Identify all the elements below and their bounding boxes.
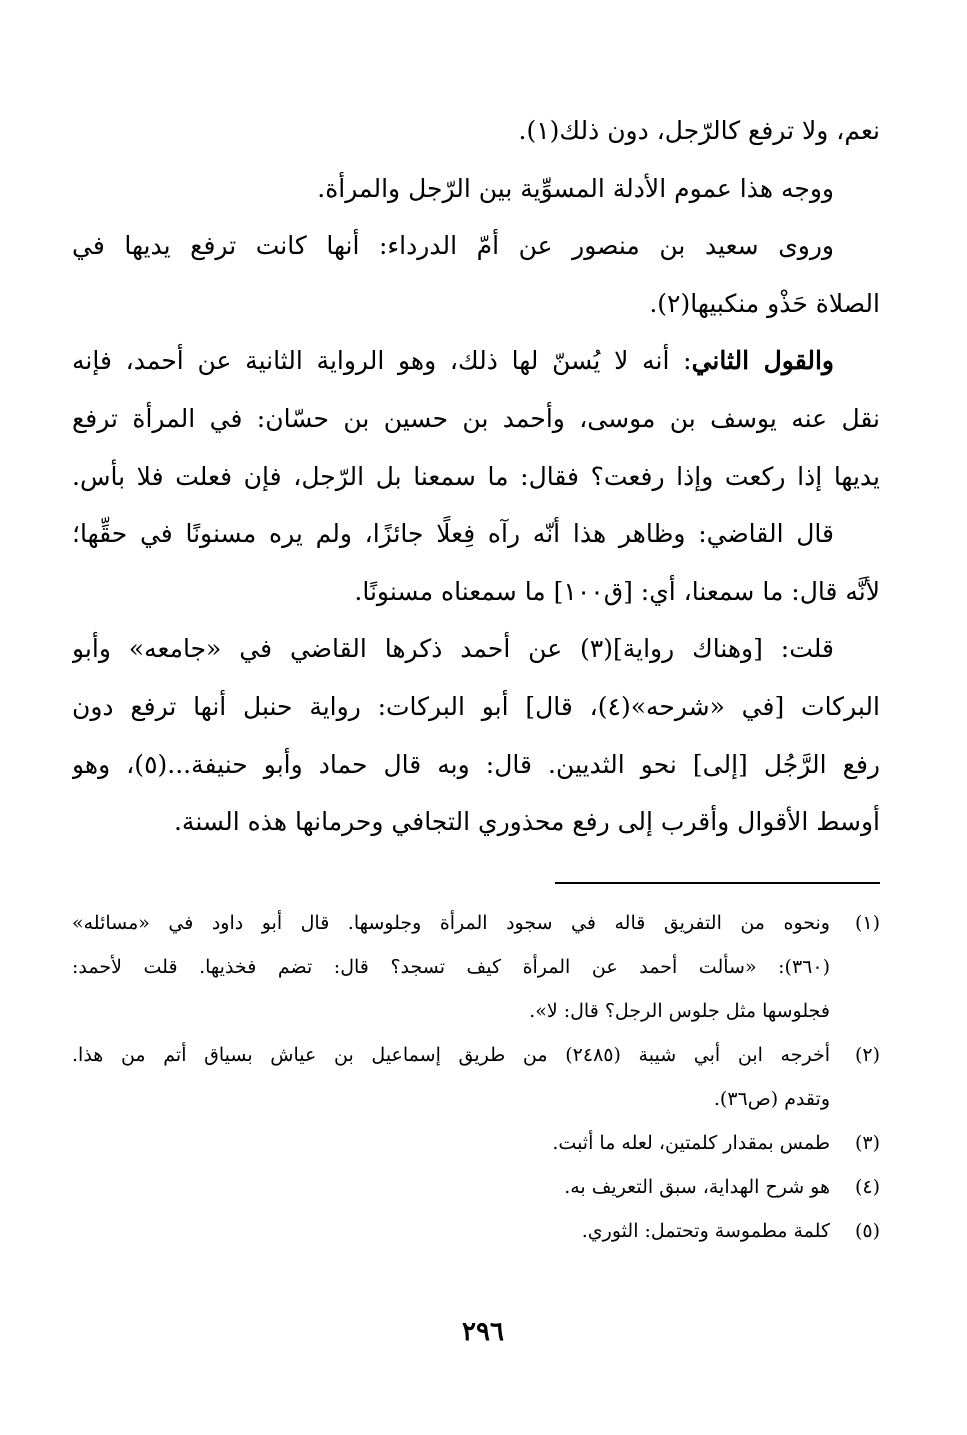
text-line: وروى سعيد بن منصور عن أمّ الدرداء: أنها كانت ترفع يديها في	[72, 231, 834, 261]
second-opinion-text: : أنه لا يُسنّ لها ذلك، وهو الرواية الثانية عن أحمد، فإنه	[72, 346, 692, 376]
text-line: الصلاة حَذْو منكبيها(٢).	[649, 288, 880, 318]
footnote-line: (٣٦٠): «سألت أحمد عن المرأة كيف تسجد؟ قال: تضم فخذيها. قلت لأحمد:	[72, 956, 830, 978]
footnote-number: (٢)	[854, 1044, 880, 1066]
footnote-5	[72, 1209, 880, 1253]
footnote-1	[72, 901, 880, 1033]
text-line: نعم، ولا ترفع كالرّجل، دون ذلك(١).	[518, 116, 880, 145]
footnotes	[72, 901, 880, 1253]
text-line: البركات [في «شرحه»(٤)، قال] أبو البركات: رواية حنبل أنها ترفع دون	[72, 691, 880, 721]
text-line: لأنَّه قال: ما سمعنا، أي: [ق١٠٠] ما سمعناه مسنونًا.	[354, 576, 880, 606]
footnote-line: كلمة مطموسة وتحتمل: الثوري.	[581, 1220, 830, 1242]
footnote-line: فجلوسها مثل جلوس الرجل؟ قال: لا».	[529, 1000, 830, 1022]
footnote-2	[72, 1033, 880, 1121]
footnote-line: أخرجه ابن أبي شيبة (٢٤٨٥) من طريق إسماعيل بن عياش بسياق أتم من هذا.	[72, 1044, 830, 1066]
text-line: رفع الرَّجُل [إلى] نحو الثديين. قال: وبه قال حماد وأبو حنيفة...(٥)، وهو	[72, 749, 880, 779]
footnote-separator	[555, 882, 880, 884]
footnote-line: ونحوه من التفريق قاله في سجود المرأة وجلوسها. قال أبو داود في «مسائله»	[72, 912, 830, 934]
footnote-number: (٣)	[854, 1132, 880, 1154]
footnote-body	[72, 1033, 830, 1121]
footnote-4	[72, 1165, 880, 1209]
text-line: قال القاضي: وظاهر هذا أنّه رآه فِعلًا جائزًا، ولم يره مسنونًا في حقِّها؛	[72, 519, 834, 549]
second-opinion-line	[72, 332, 880, 390]
footnote-body	[72, 1121, 830, 1165]
text-line: أوسط الأقوال وأقرب إلى رفع محذوري التجافي وحرمانها هذه السنة.	[173, 807, 880, 837]
footnote-body	[72, 1165, 830, 1209]
text-line: يديها إذا ركعت وإذا رفعت؟ فقال: ما سمعنا بل الرّجل، فإن فعلت فلا بأس.	[72, 461, 880, 491]
text-line: قلت: [وهناك رواية](٣) عن أحمد ذكرها القاضي في «جامعه» وأبو	[72, 634, 834, 664]
page-number: ٢٩٦	[462, 1317, 504, 1347]
footnote-number: (٥)	[854, 1220, 880, 1242]
second-opinion-label: والقول الثاني	[691, 346, 834, 376]
footnote-number: (١)	[854, 912, 880, 934]
text-line: ووجه هذا عموم الأدلة المسوِّية بين الرّجل والمرأة.	[317, 173, 834, 203]
footnote-body	[72, 901, 830, 1033]
footnote-line: طمس بمقدار كلمتين، لعله ما أثبت.	[552, 1132, 830, 1154]
footnote-line: وتقدم (ص٣٦).	[713, 1088, 830, 1110]
main-text	[72, 102, 880, 851]
footnote-line: هو شرح الهداية، سبق التعريف به.	[564, 1176, 830, 1198]
text-line: نقل عنه يوسف بن موسى، وأحمد بن حسين بن حسّان: في المرأة ترفع	[72, 403, 880, 433]
footnote-body	[72, 1209, 830, 1253]
footnote-3	[72, 1121, 880, 1165]
footnote-number: (٤)	[854, 1176, 880, 1198]
